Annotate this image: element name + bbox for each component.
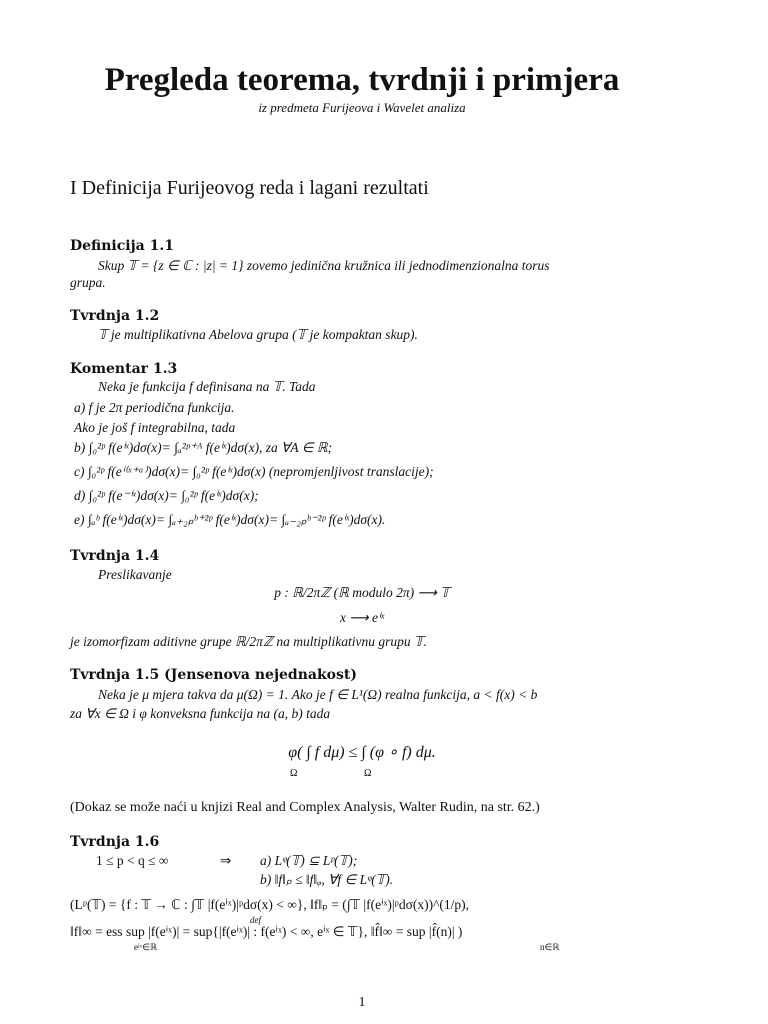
mapping-line: p : ℝ/2πℤ (ℝ modulo 2π) ⟶ 𝕋 (274, 585, 450, 600)
comment-item-e: e) ∫ₐᵇ f(eⁱˣ)dσ(x)= ∫ₐ₊₂ₚᵇ⁺²ᵖ f(eⁱˣ)dσ(x)= ∫ₐ₋₂ₚᵇ⁻²ᵖ f(eⁱˣ)dσ(x). (74, 512, 386, 527)
claim-heading: Tvrdnja 1.2 (70, 308, 160, 324)
mapping-rule: x ⟶ eⁱˣ (339, 610, 385, 625)
comment-item-b: b) ∫₀²ᵖ f(eⁱˣ)dσ(x)= ∫ₐ²ᵖ⁺ᴬ f(eⁱˣ)dσ(x), za ∀A ∈ ℝ; (74, 440, 333, 455)
comment-item-d: d) ∫₀²ᵖ f(e⁻ⁱˣ)dσ(x)= ∫₀²ᵖ f(eⁱˣ)dσ(x); (74, 488, 259, 503)
sup-norm-definition: ‖f‖∞ = ess sup |f(eⁱˣ)| = sup{|f(eⁱˣ)| : f(eⁱˣ) < ∞, eⁱˣ ∈ 𝕋}, ‖f̂‖∞ = sup |f̂(n)| ) (70, 924, 463, 939)
proof-note: (Dokaz se može naći u knjizi Real and Complex Analysis, Walter Rudin, na str. 62.) (70, 800, 540, 815)
claim-heading: Tvrdnja 1.6 (70, 834, 160, 850)
jensen-formula: φ( ∫ f dμ) ≤ ∫ (φ ∘ f) dμ. (288, 744, 436, 761)
sup-subscript: n∈ℝ (540, 942, 560, 952)
claim-text: Neka je μ mjera takva da μ(Ω) = 1. Ako je f ∈ L¹(Ω) realna funkcija, a < f(x) < b (98, 687, 538, 702)
claim-item-a: a) Lᵠ(𝕋) ⊆ Lᵖ(𝕋); (260, 853, 358, 868)
comment-item-c: c) ∫₀²ᵖ f(eⁱ⁽ˣ⁺ᵃ⁾)dσ(x)= ∫₀²ᵖ f(eⁱˣ)dσ(x) (nepromjenljivost translacije); (74, 464, 434, 479)
integral-domain-left: Ω (290, 768, 298, 779)
definition-text: Skup 𝕋 = {z ∈ ℂ : |z| = 1} zovemo jedinična kružnica ili jednodimenzionalna torus (98, 258, 550, 273)
definition-text-cont: grupa. (70, 275, 106, 290)
claim-heading: Tvrdnja 1.5 (Jensenova nejednakost) (70, 667, 357, 683)
claim-text: 𝕋 je multiplikativna Abelova grupa (𝕋 je kompaktan skup). (98, 327, 418, 342)
claim-heading: Tvrdnja 1.4 (70, 548, 160, 564)
claim-intro: Preslikavanje (98, 567, 172, 582)
claim-text-cont: za ∀x ∈ Ω i φ konveksna funkcija na (a, b) tada (70, 706, 331, 721)
lp-definition: (Lᵖ(𝕋) = {f : 𝕋 → ℂ : ∫𝕋 |f(eⁱˣ)|ᵖdσ(x) < ∞}, ‖f‖ₚ = (∫𝕋 |f(eⁱˣ)|ᵖdσ(x))^(1/p), (70, 897, 470, 912)
comment-item-a: a) f je 2π periodična funkcija. (74, 400, 235, 415)
comment-integrable: Ako je još f integrabilna, tada (74, 420, 236, 435)
implies-symbol: ⇒ (220, 853, 232, 868)
exponent-condition: 1 ≤ p < q ≤ ∞ (96, 853, 169, 868)
integral-domain-right: Ω (364, 768, 372, 779)
claim-item-b: b) ‖f‖ₚ ≤ ‖f‖ᵩ, ∀f ∈ Lᵠ(𝕋). (260, 872, 394, 887)
page-number: 1 (358, 995, 366, 1010)
comment-heading: Komentar 1.3 (70, 361, 178, 377)
ess-sup-subscript: eⁱˣ∈ℝ (134, 942, 158, 952)
document-subtitle: iz predmeta Furijeova i Wavelet analiza (258, 100, 466, 115)
definition-heading: Definicija 1.1 (70, 238, 174, 254)
def-label: def (250, 915, 261, 925)
comment-intro: Neka je funkcija f definisana na 𝕋. Tada (98, 379, 316, 394)
claim-conclusion: je izomorfizam aditivne grupe ℝ/2πℤ na multiplikativnu grupu 𝕋. (70, 634, 427, 649)
section-heading: I Definicija Furijeovog reda i lagani rezultati (70, 177, 429, 199)
document-title: Pregleda teorema, tvrdnji i primjera (104, 62, 620, 98)
